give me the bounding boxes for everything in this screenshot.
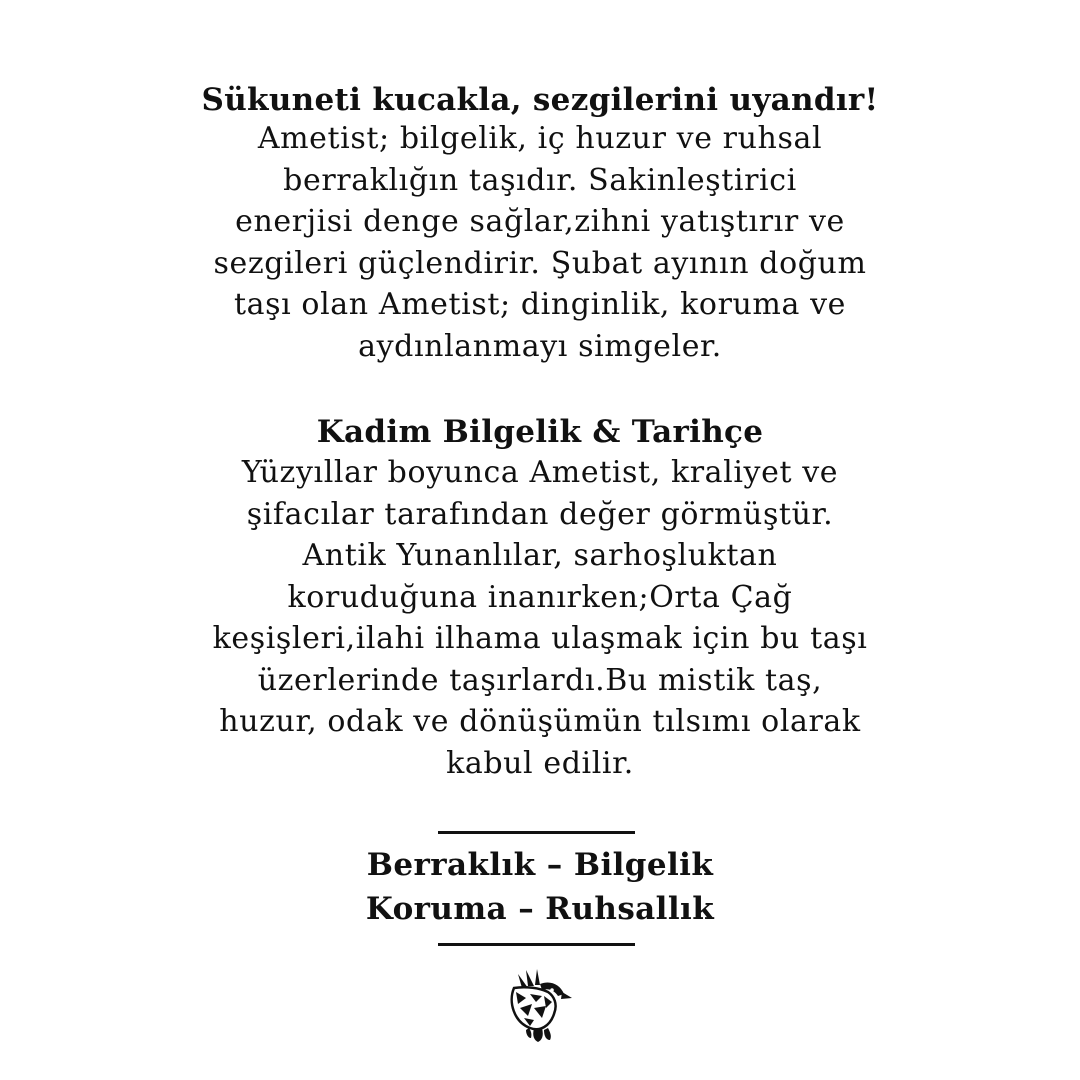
paragraph-line: berraklığın taşıdır. Sakinleştirici (283, 162, 797, 198)
section2-paragraph (0, 452, 1080, 784)
paragraph-line: üzerlerinde taşırlardı.Bu mistik taş, (257, 662, 823, 698)
paragraph-line: Yüzyıllar boyunca Ametist, kraliyet ve (241, 455, 839, 490)
paragraph-line: aydınlanmayı simgeler. (358, 328, 722, 364)
keywords-line: Koruma – Ruhsallık (365, 891, 715, 927)
paragraph-line: keşişleri,ilahi ilhama ulaşmak için bu taşı (212, 621, 868, 656)
paragraph-line: sezgileri güçlendirir. Şubat ayının doğum (213, 245, 867, 281)
top-divider (438, 831, 635, 834)
keywords-block (0, 843, 1080, 931)
section1-paragraph (0, 118, 1080, 367)
section1-heading: Sükuneti kucakla, sezgilerini uyandır! (201, 82, 879, 118)
paragraph-line: şifacılar tarafından değer görmüştür. (246, 496, 834, 532)
section2-heading: Kadim Bilgelik & Tarihçe (316, 414, 764, 450)
paragraph-line: koruduğuna inanırken;Orta Çağ (287, 579, 793, 615)
paragraph-line: kabul edilir. (446, 745, 634, 781)
paragraph-line: taşı olan Ametist; dinginlik, koruma ve (233, 287, 847, 322)
bottom-divider (438, 943, 635, 946)
paragraph-line: Ametist; bilgelik, iç huzur ve ruhsal (257, 121, 823, 156)
keywords-line: Berraklık – Bilgelik (366, 847, 714, 883)
paragraph-line: huzur, odak ve dönüşümün tılsımı olarak (219, 704, 861, 739)
paragraph-line: enerjisi denge sağlar,zihni yatıştırır ve (235, 204, 845, 239)
paragraph-line: Antik Yunanlılar, sarhoşluktan (302, 538, 778, 573)
bird-logo-icon (504, 968, 576, 1048)
